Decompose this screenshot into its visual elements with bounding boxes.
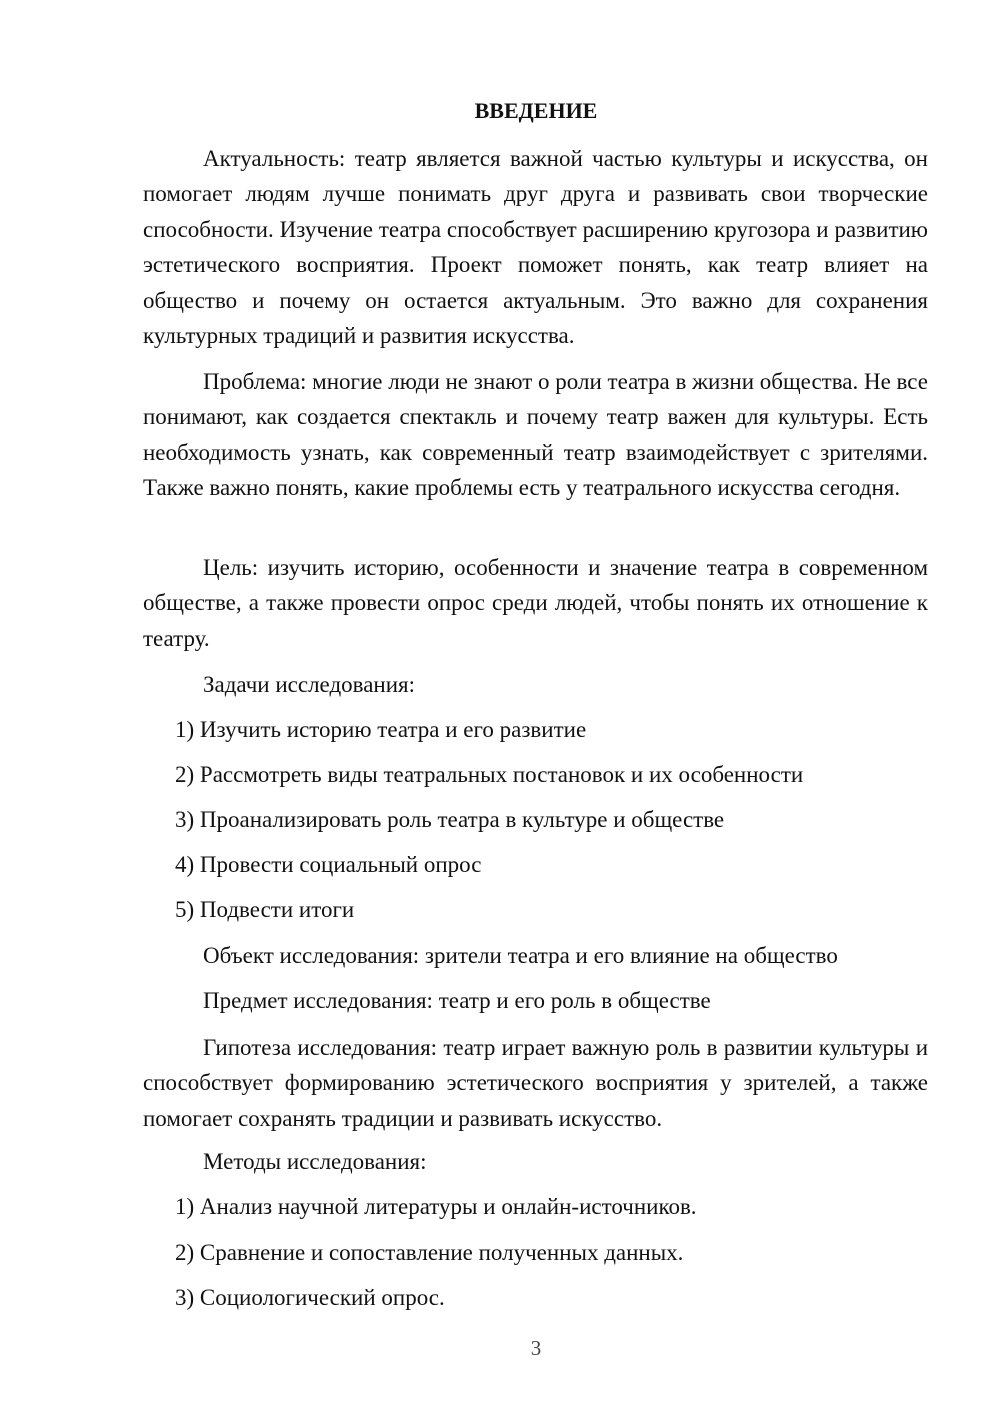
task-item-4: 4) Провести социальный опрос xyxy=(175,852,482,877)
task-item-5: 5) Подвести итоги xyxy=(175,897,355,922)
paragraph-hypothesis: Гипотеза исследования: театр играет важную роль в развитии культуры и способствует формированию эстетического восприятия у зрителей, а также помогает сохранять традиции и развивать искусство. xyxy=(143,1035,928,1131)
page-title: ВВЕДЕНИЕ xyxy=(474,98,598,123)
tasks-heading: Задачи исследования: xyxy=(203,672,416,697)
method-item-3: 3) Социологический опрос. xyxy=(175,1285,445,1310)
paragraph-problem: Проблема: многие люди не знают о роли театра в жизни общества. Не все понимают, как создается спектакль и почему театр важен для культуры. Есть необходимость узнать, как современный театр взаимодействует с зрителями. Также важно понять, какие проблемы есть у театрального искусства сегодня. xyxy=(143,369,928,501)
method-item-1: 1) Анализ научной литературы и онлайн-источников. xyxy=(175,1194,697,1219)
page-number: 3 xyxy=(530,1336,542,1360)
paragraph-relevance: Актуальность: театр является важной частью культуры и искусства, он помогает людям лучше понимать друг друга и развивать свои творческие способности. Изучение театра способствует расширению кругозора и развитию эстетического восприятия. Проект поможет понять, как театр влияет на общество и почему он остается актуальным. Это важно для сохранения культурных традиций и развития искусства. xyxy=(143,146,928,349)
research-subject: Предмет исследования: театр и его роль в обществе xyxy=(203,988,711,1013)
methods-heading: Методы исследования: xyxy=(203,1149,427,1174)
task-item-2: 2) Рассмотреть виды театральных постановок и их особенности xyxy=(175,762,804,787)
research-object: Объект исследования: зрители театра и его влияние на общество xyxy=(203,943,838,968)
task-item-3: 3) Проанализировать роль театра в культуре и обществе xyxy=(175,807,725,832)
paragraph-goal: Цель: изучить историю, особенности и значение театра в современном обществе, а также провести опрос среди людей, чтобы понять их отношение к театру. xyxy=(143,555,928,651)
task-item-1: 1) Изучить историю театра и его развитие xyxy=(175,717,587,742)
method-item-2: 2) Сравнение и сопоставление полученных данных. xyxy=(175,1240,684,1265)
